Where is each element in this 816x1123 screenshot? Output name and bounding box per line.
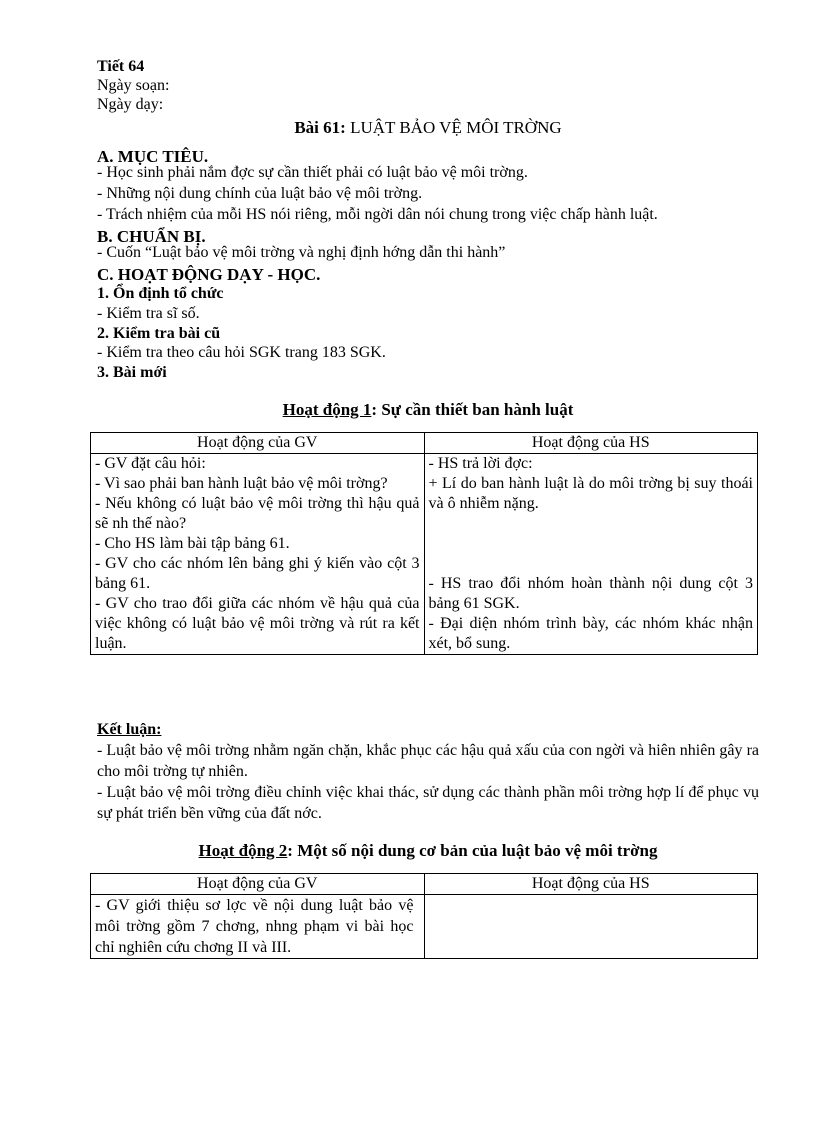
- document-title: [97, 118, 759, 137]
- section-b-line-1: - Cuốn “Luật bảo vệ môi trờng và nghị định hớng dẫn thi hành”: [97, 244, 506, 261]
- date-taught: Ngày dạy:: [97, 96, 164, 113]
- hs-spacer: [429, 514, 754, 574]
- section-c-sub1-line: - Kiểm tra sĩ số.: [97, 305, 200, 322]
- gv-cell: [91, 895, 425, 959]
- activity-1-text: : Sự cần thiết ban hành luật: [371, 400, 574, 419]
- section-a-line-2: - Những nội dung chính của luật bảo vệ môi trờng.: [97, 185, 423, 202]
- document-page: [97, 57, 759, 959]
- section-c-heading: C. HOẠT ĐỘNG DẠY - HỌC.: [97, 265, 321, 284]
- conclusion-line-2: - Luật bảo vệ môi trờng điều chỉnh việc khai thác, sử dụng các thành phần môi trờng hợp lí để phục vụ sự phát triển bền vững của đất nớc.: [97, 784, 759, 822]
- hs-item: + Lí do ban hành luật là do môi trờng bị suy thoái và ô nhiễm nặng.: [428, 475, 753, 512]
- date-prepared: Ngày soạn:: [97, 77, 170, 94]
- section-a-line-3: - Trách nhiệm của mỗi HS nói riêng, mỗi ngời dân nói chung trong việc chấp hành luật.: [97, 206, 658, 223]
- activity-1-title: [97, 400, 759, 419]
- title-prefix: Bài 61:: [294, 118, 346, 137]
- section-a-line-1: - Học sinh phải nắm đợc sự cần thiết phải có luật bảo vệ môi trờng.: [97, 164, 528, 181]
- gv-item: - GV cho trao đổi giữa các nhóm về hậu quả của việc không có luật bảo vệ môi trờng và rút ra kết luận.: [95, 595, 420, 652]
- hs-item: - HS trao đổi nhóm hoàn thành nội dung cột 3 bảng 61 SGK.: [428, 575, 753, 612]
- activity-2-label: Hoạt động 2: [198, 841, 288, 860]
- table-row: [91, 895, 758, 959]
- table-header-row: [91, 433, 758, 454]
- hs-cell: [424, 454, 758, 655]
- section-a-heading: A. MỤC TIÊU.: [97, 147, 209, 166]
- section-c-sub2-line: - Kiểm tra theo câu hỏi SGK trang 183 SGK.: [97, 344, 386, 361]
- column-header-gv: Hoạt động của GV: [91, 874, 425, 895]
- activity-2-text: : Một số nội dung cơ bản của luật bảo vệ môi trờng: [287, 841, 658, 860]
- column-header-hs: Hoạt động của HS: [424, 874, 758, 895]
- gv-cell: [91, 454, 425, 655]
- conclusion-label: Kết luận:: [97, 721, 162, 738]
- gv-item: - Nếu không có luật bảo vệ môi trờng thì hậu quả sẽ nh thế nào?: [95, 495, 420, 532]
- lesson-number: Tiết 64: [97, 58, 145, 75]
- activity-1-label: Hoạt động 1: [282, 400, 372, 419]
- table-row: [91, 454, 758, 655]
- gv-item: - GV giới thiệu sơ lợc về nội dung luật bảo vệ môi trờng gồm 7 chơng, nhng phạm vi bài học chỉ nghiên cứu chơng II và III.: [95, 897, 414, 956]
- table-header-row: [91, 874, 758, 895]
- section-c-sub2: 2. Kiểm tra bài cũ: [97, 325, 221, 342]
- section-b-heading: B. CHUẨN BỊ.: [97, 227, 206, 246]
- column-header-gv: Hoạt động của GV: [91, 433, 425, 454]
- conclusion-line-1: - Luật bảo vệ môi trờng nhằm ngăn chặn, khắc phục các hậu quả xấu của con ngời và hiên nhiên gây ra cho môi trờng tự nhiên.: [97, 742, 759, 780]
- hs-cell: [424, 895, 758, 959]
- activity-2-table: [90, 873, 758, 959]
- hs-item: - Đại diện nhóm trình bày, các nhóm khác nhận xét, bổ sung.: [428, 615, 753, 652]
- gv-item: - Vì sao phải ban hành luật bảo vệ môi trờng?: [95, 475, 388, 492]
- gv-item: - GV đặt câu hỏi:: [95, 455, 206, 472]
- gv-item: - Cho HS làm bài tập bảng 61.: [95, 535, 290, 552]
- activity-1-table: [90, 432, 758, 655]
- activity-2-title: [97, 841, 759, 860]
- section-c-sub1: 1. Ổn định tổ chức: [97, 285, 224, 302]
- title-text: LUẬT BẢO VỆ MÔI TRỜNG: [350, 118, 562, 137]
- gv-item: - GV cho các nhóm lên bảng ghi ý kiến vào cột 3 bảng 61.: [95, 555, 420, 592]
- hs-item: - HS trả lời đợc:: [428, 455, 533, 472]
- spacer: [97, 655, 759, 720]
- column-header-hs: Hoạt động của HS: [424, 433, 758, 454]
- section-c-sub3: 3. Bài mới: [97, 364, 167, 381]
